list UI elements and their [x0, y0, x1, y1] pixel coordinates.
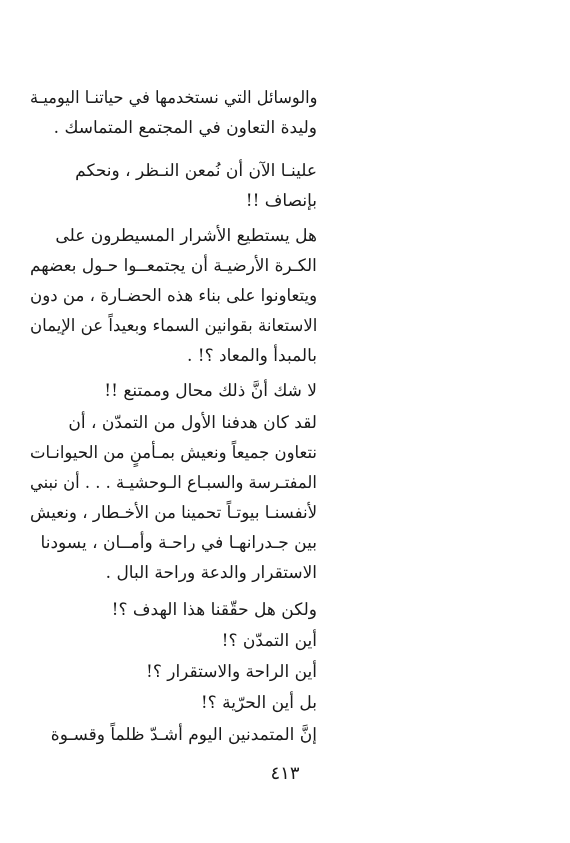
text-line: الاستقرار والدعة وراحة البال .	[105, 563, 317, 583]
text-line: والوسائل التي نستخدمها في حياتنـا اليوميـة	[29, 88, 317, 108]
text-line: أين التمدّن ؟!	[221, 631, 317, 651]
text-line: علينـا الآن أن نُمعن النـظر ، ونحكم	[75, 161, 317, 181]
text-line: نتعاون جميعاً ونعيش بمـأمنٍ من الحيوانـات	[30, 443, 317, 463]
text-line: إنَّ المتمدنين اليوم أشـدّ ظلماً وقسـوة	[50, 725, 317, 745]
text-line: بين جـدرانهـا في راحـة وأمــان ، يسودنا	[40, 533, 317, 553]
text-line: بل أين الحرّية ؟!	[200, 693, 317, 713]
page-number: ٤١٣	[270, 763, 300, 784]
text-line: لأنفسنـا بيوتـاً تحمينا من الأخـطار ، ونعيش	[29, 503, 317, 523]
text-line: الكـرة الأرضيـة أن يجتمعــوا حـول بعضهم	[30, 256, 317, 276]
text-line: هل يستطيع الأشرار المسيطرون على	[55, 226, 317, 246]
text-line: الاستعانة بقوانين السماء وبعيداً عن الإيمان	[29, 316, 317, 336]
text-line: ولكن هل حقّقنا هذا الهدف ؟!	[111, 600, 317, 620]
text-line: بالمبدأ والمعاد ؟! .	[186, 346, 317, 366]
text-line: لا شك أنَّ ذلك محال وممتنع !!	[104, 381, 317, 401]
text-line: المفتـرسة والسبـاع الـوحشيـة . . . أن نبني	[30, 473, 317, 493]
text-line: لقد كان هدفنا الأول من التمدّن ، أن	[68, 413, 317, 433]
text-line: وليدة التعاون في المجتمع المتماسك .	[53, 118, 317, 138]
text-line: أين الراحة والاستقرار ؟!	[145, 662, 317, 682]
text-line: بإنصاف !!	[245, 191, 317, 211]
text-line: ويتعاونوا على بناء هذه الحضـارة ، من دون	[29, 286, 317, 306]
